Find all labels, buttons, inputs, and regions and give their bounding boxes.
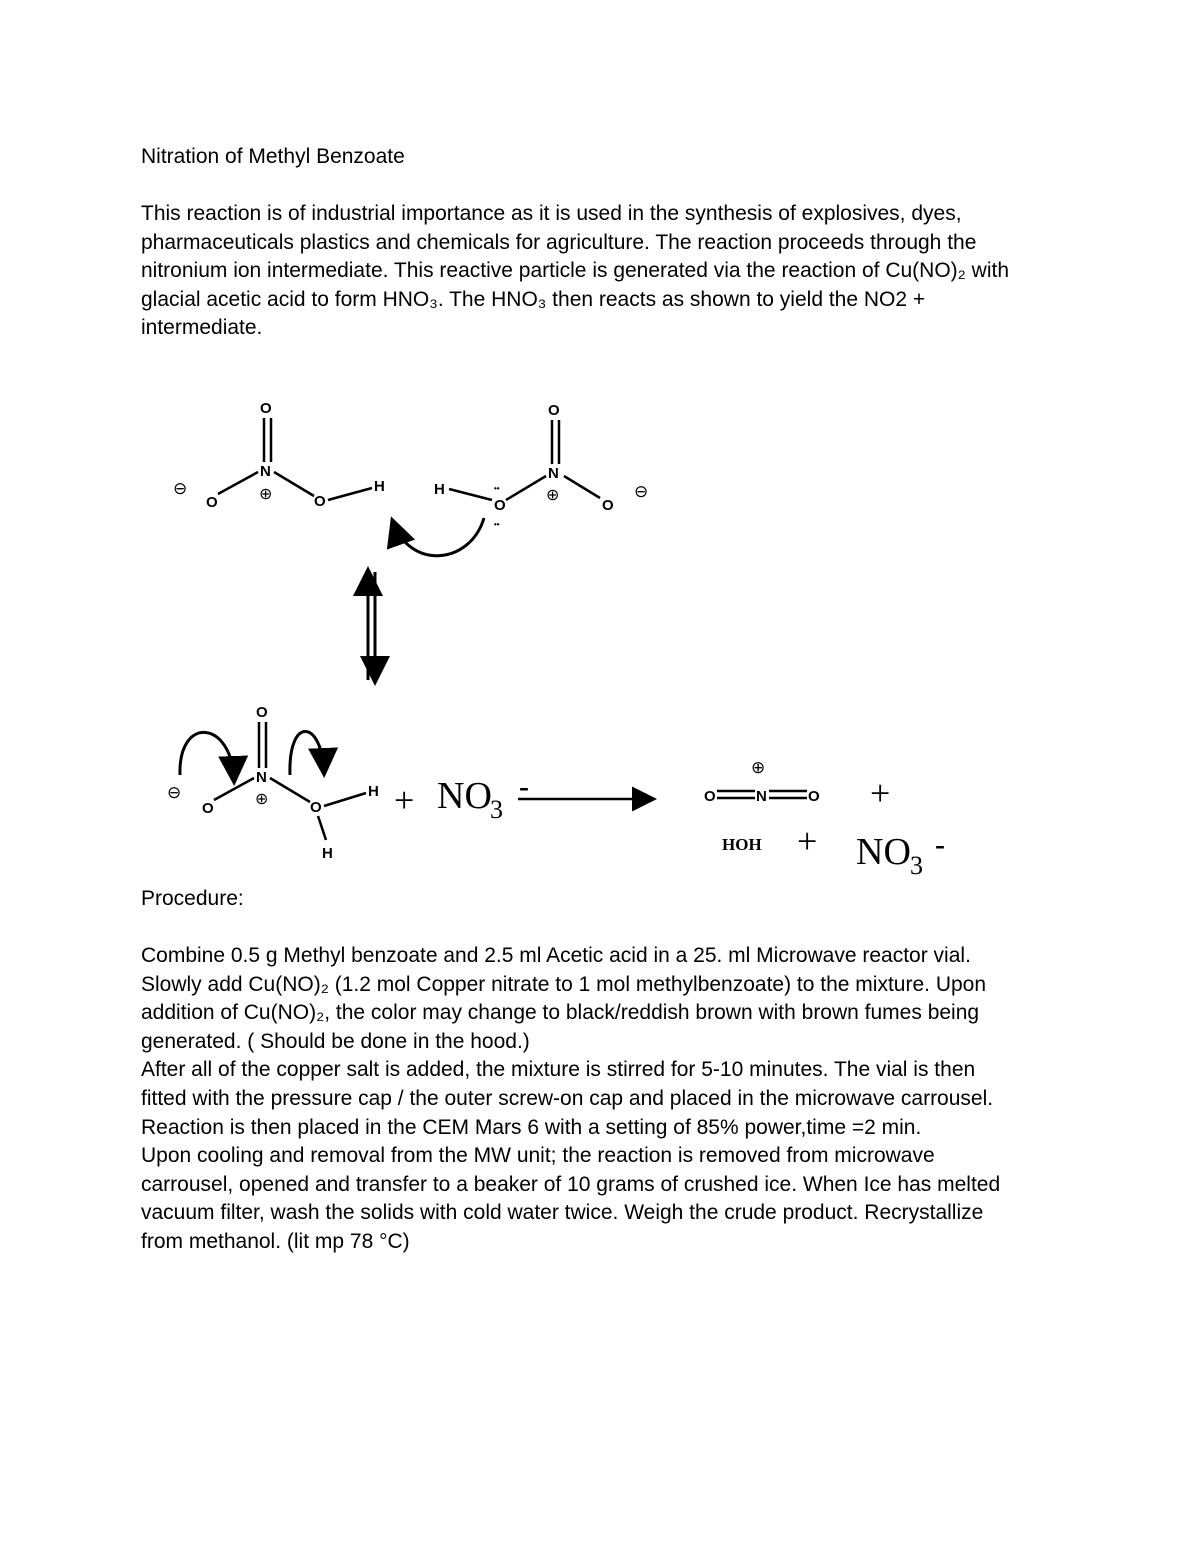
oxygen-atom: O bbox=[314, 493, 326, 510]
nitric-acid-molecule-1 bbox=[173, 400, 385, 511]
oxygen-atom: O bbox=[704, 788, 716, 805]
hydrogen-atom: H bbox=[434, 481, 445, 498]
document-title: Nitration of Methyl Benzoate bbox=[141, 145, 405, 168]
negative-charge: ⊖ bbox=[167, 783, 182, 802]
intro-line: glacial acetic acid to form HNO₃. The HNO₃ then reacts as shown to yield the NO2 + bbox=[141, 287, 926, 311]
oxygen-atom: O bbox=[310, 799, 322, 816]
procedure-line: Slowly add Cu(NO)₂ (1.2 mol Copper nitrate to 1 mol methylbenzoate) to the mixture. Upon bbox=[141, 972, 987, 996]
procedure-line: from methanol. (lit mp 78 °C) bbox=[141, 1229, 410, 1253]
intro-line: intermediate. bbox=[141, 316, 263, 340]
nitrogen-atom: N bbox=[756, 788, 767, 805]
electron-push-arrow bbox=[180, 732, 234, 780]
intro-line: nitronium ion intermediate. This reactive particle is generated via the reaction of Cu(NO)₂ with bbox=[141, 259, 1009, 283]
oxygen-atom: O bbox=[548, 402, 560, 419]
nitrate-charge: - bbox=[519, 770, 529, 803]
nitric-acid-molecule-2 bbox=[434, 402, 648, 529]
nitrate-formula: NO bbox=[437, 775, 492, 817]
procedure-line: Reaction is then placed in the CEM Mars 6 with a setting of 85% power,time =2 min. bbox=[141, 1115, 922, 1139]
positive-charge: ⊕ bbox=[546, 487, 560, 504]
procedure-heading bbox=[141, 885, 1056, 914]
procedure-paragraph bbox=[141, 942, 1056, 1257]
oxygen-atom: O bbox=[206, 494, 218, 511]
proton-transfer-arrow bbox=[393, 518, 484, 556]
equilibrium-arrow bbox=[368, 572, 375, 680]
procedure-line: After all of the copper salt is added, the mixture is stirred for 5-10 minutes. The vial is then bbox=[141, 1058, 976, 1082]
plus-sign: + bbox=[797, 821, 818, 861]
nitrate-formula: NO bbox=[856, 831, 911, 873]
nitrate-subscript: 3 bbox=[910, 851, 923, 880]
lone-pair: •• bbox=[494, 520, 500, 529]
nitrogen-atom: N bbox=[260, 463, 271, 480]
nitrate-subscript: 3 bbox=[490, 795, 503, 824]
oxygen-atom: O bbox=[494, 497, 506, 514]
positive-charge: ⊕ bbox=[255, 791, 269, 808]
procedure-line: carrousel, opened and transfer to a beaker of 10 grams of crushed ice. When Ice has melted bbox=[141, 1172, 1001, 1196]
plus-sign: + bbox=[394, 780, 415, 820]
water-formula: HOH bbox=[722, 835, 762, 854]
oxygen-atom: O bbox=[808, 788, 820, 805]
plus-sign: + bbox=[870, 773, 891, 813]
negative-charge: ⊖ bbox=[634, 482, 649, 501]
procedure-line: addition of Cu(NO)₂, the color may change to black/reddish brown with brown fumes being bbox=[141, 1001, 980, 1025]
oxygen-atom: O bbox=[202, 800, 214, 817]
negative-charge: ⊖ bbox=[173, 479, 188, 498]
positive-charge: ⊕ bbox=[259, 486, 273, 503]
nitronium-ion bbox=[704, 758, 820, 805]
oxygen-atom: O bbox=[602, 497, 614, 514]
intro-line: pharmaceuticals plastics and chemicals for agriculture. The reaction proceeds through the bbox=[141, 230, 977, 254]
nitrogen-atom: N bbox=[256, 769, 267, 786]
oxygen-atom: O bbox=[256, 704, 268, 721]
oxygen-atom: O bbox=[260, 400, 272, 417]
procedure-line: vacuum filter, wash the solids with cold water twice. Weigh the crude product. Recrystallize bbox=[141, 1201, 984, 1225]
intro-line: This reaction is of industrial importance as it is used in the synthesis of explosives, dyes, bbox=[141, 202, 962, 225]
procedure-line: Upon cooling and removal from the MW unit; the reaction is removed from microwave bbox=[141, 1144, 935, 1168]
procedure-line: Combine 0.5 g Methyl benzoate and 2.5 ml Acetic acid in a 25. ml Microwave reactor vial. bbox=[141, 944, 971, 967]
hydrogen-atom: H bbox=[374, 478, 385, 495]
hydrogen-atom: H bbox=[368, 783, 379, 800]
nitrate-charge: - bbox=[935, 828, 945, 861]
procedure-line: fitted with the pressure cap / the outer screw-on cap and placed in the microwave carrousel. bbox=[141, 1086, 994, 1110]
nitrogen-atom: N bbox=[548, 465, 559, 482]
electron-push-arrow bbox=[290, 731, 324, 775]
lone-pair: •• bbox=[494, 484, 500, 493]
positive-charge: ⊕ bbox=[751, 758, 766, 777]
protonated-nitric-acid bbox=[167, 704, 379, 862]
procedure-heading-text: Procedure: bbox=[141, 887, 244, 910]
procedure-line: generated. ( Should be done in the hood.) bbox=[141, 1029, 530, 1053]
hydrogen-atom: H bbox=[322, 845, 333, 862]
